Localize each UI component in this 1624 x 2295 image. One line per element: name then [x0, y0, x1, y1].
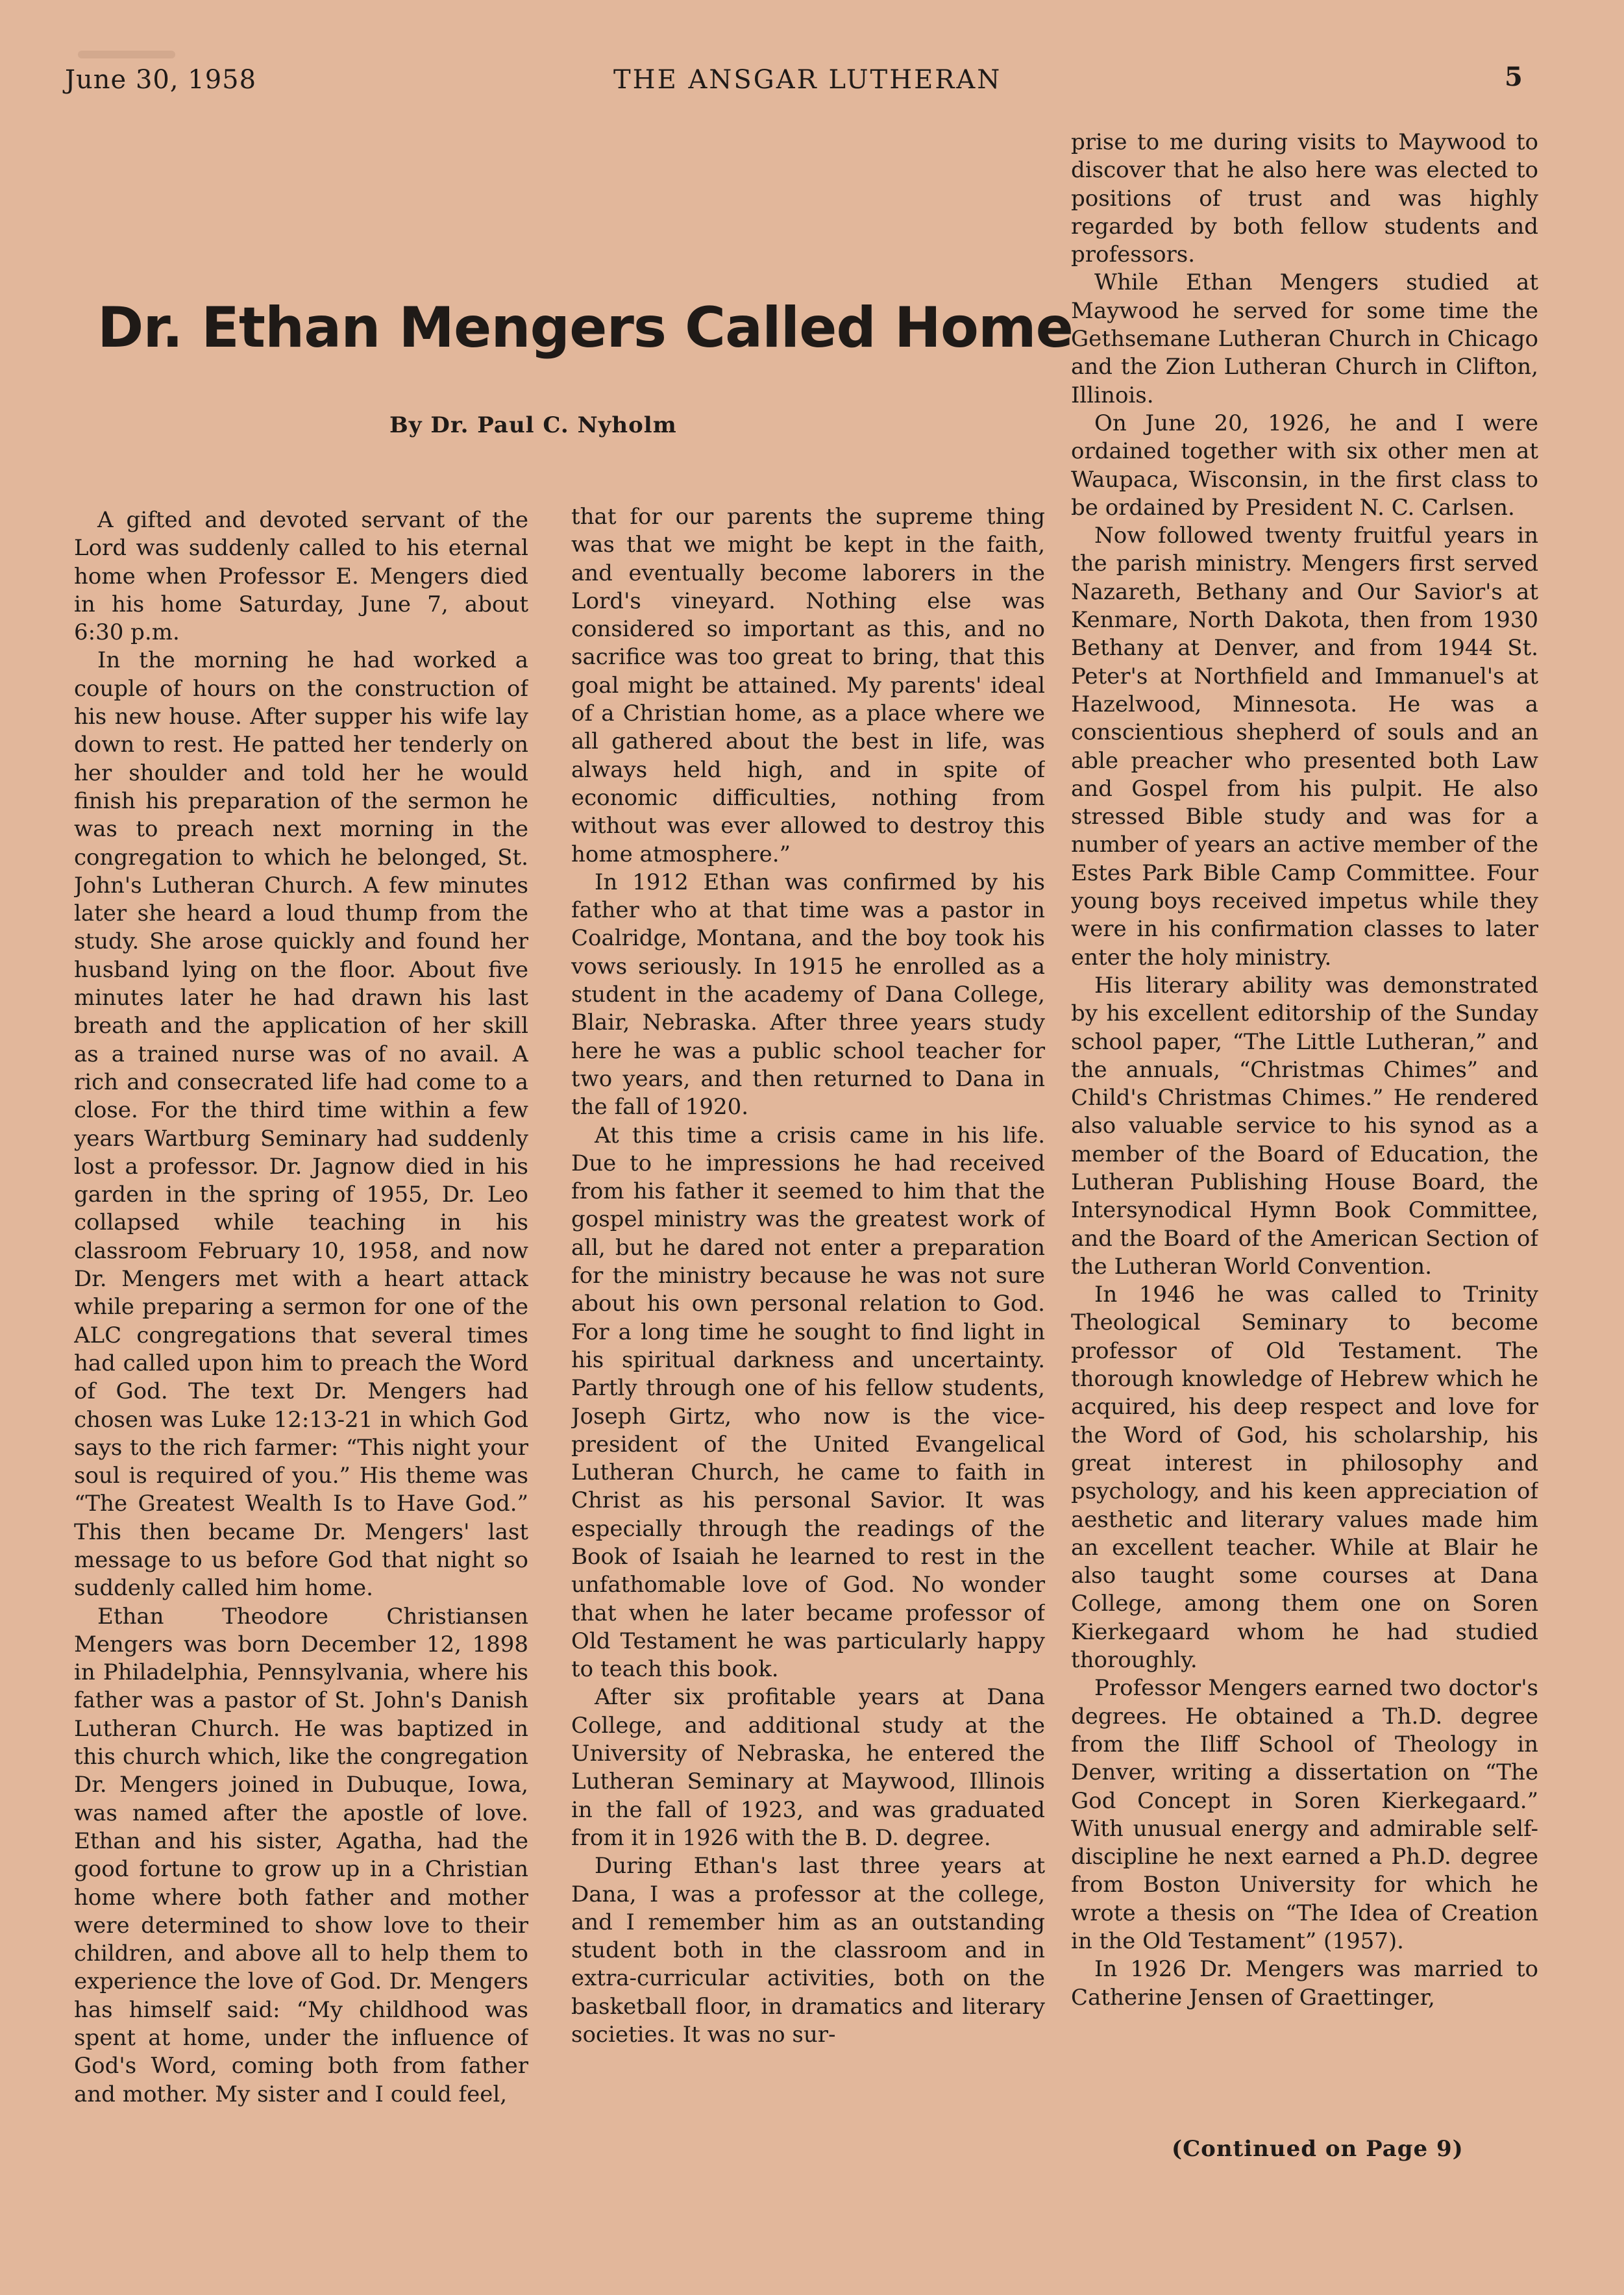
paragraph: At this time a crisis came in his life. Due to he impressions he had received from his father it seemed to him that the gospel ministry was the greatest work of all, but he dared not enter a preparation for the ministry because he was not sure about his own personal relation to God. For a long time he sought to find light in his spiritual darkness and uncertainty. Partly through one of his fellow students, Joseph Girtz, who now is the vice-president of the United Evangelical Lutheran Church, he came to faith in Christ as his personal Savior. It was especially through the readings of the Book of Isaiah he learned to rest in the unfathomable love of God. No wonder that when he later became professor of Old Testament he was particularly happy to teach this book. — [571, 1122, 1045, 1683]
page-number: 5 — [1505, 62, 1523, 92]
paragraph: Ethan Theodore Christiansen Mengers was born December 12, 1898 in Philadelphia, Pennsylvania, where his father was a pastor of St. John's Danish Lutheran Church. He was baptized in this church which, like the congregation Dr. Mengers joined in Dubuque, Iowa, was named after the apostle of love. Ethan and his sister, Agatha, had the good fortune to grow up in a Christian home where both father and mother were determined to show love to their children, and above all to help them to experience the love of God. Dr. Mengers has himself said: “My childhood was spent at home, under the influence of God's Word, coming both from father and mother. My sister and I could feel, — [74, 1603, 528, 2107]
paragraph: Now followed twenty fruitful years in the parish ministry. Mengers first served Nazareth, Bethany and Our Savior's at Kenmare, North Dakota, then from 1930 Bethany at Denver, and from 1944 St. Peter's at Northfield and Immanuel's at Hazelwood, Minnesota. He was a conscientious shepherd of souls and an able preacher who presented both Law and Gospel from his pulpit. He also stressed Bible study and was for a number of years an active member of the Estes Park Bible Camp Committee. Four young boys received impetus while they were in his confirmation classes to later enter the holy ministry. — [1071, 523, 1538, 971]
article-column-1 — [74, 506, 528, 2181]
continued-note: (Continued on Page 9) — [1172, 2136, 1464, 2162]
paragraph: His literary ability was demonstrated by his excellent editorship of the Sunday school paper, “The Little Lutheran,” and the annuals, “Christmas Chimes” and Child's Christmas Chimes.” He rendered also valuable service to his synod as a member of the Board of Education, the Lutheran Publishing House Board, the Intersynodical Hymn Book Committee, and the Board of the American Section of the Lutheran World Convention. — [1071, 972, 1538, 1280]
paragraph: After six profitable years at Dana College, and additional study at the University of Nebraska, he entered the Lutheran Seminary at Maywood, Illinois in the fall of 1923, and was graduated from it in 1926 with the B. D. degree. — [571, 1684, 1045, 1851]
paragraph: Professor Mengers earned two doctor's degrees. He obtained a Th.D. degree from the Iliff School of Theology in Denver, writing a dissertation on “The God Concept in Soren Kierkegaard.” With unusual energy and admirable self-discipline he next earned a Ph.D. degree from Boston University for which he wrote a thesis on “The Idea of Creation in the Old Testament” (1957). — [1071, 1675, 1538, 1954]
paragraph: During Ethan's last three years at Dana, I was a professor at the college, and I remember him as an outstanding student both in the classroom and in extra-curricular activities, both on the basketball floor, in dramatics and literary societies. It was no sur- — [571, 1853, 1045, 2048]
article-column-2 — [571, 503, 1045, 2178]
paragraph: While Ethan Mengers studied at Maywood he served for some time the Gethsemane Lutheran Church in Chicago and the Zion Lutheran Church in Clifton, Illinois. — [1071, 269, 1538, 408]
publication-name: THE ANSGAR LUTHERAN — [613, 65, 1002, 95]
article-column-3 — [1071, 129, 1538, 2161]
paragraph: A gifted and devoted servant of the Lord was suddenly called to his eternal home when Professor E. Mengers died in his home Saturday, June 7, about 6:30 p.m. — [74, 507, 528, 646]
paragraph: On June 20, 1926, he and I were ordained together with six other men at Waupaca, Wisconsin, in the first class to be ordained by President N. C. Carlsen. — [1071, 410, 1538, 521]
paragraph: that for our parents the supreme thing was that we might be kept in the faith, and eventually become laborers in the Lord's vineyard. Nothing else was considered so important as this, and no sacrifice was too great to bring, that this goal might be attained. My parents' ideal of a Christian home, as a place where we all gathered about the best in life, was always held high, and in spite of economic difficulties, nothing from without was ever allowed to destroy this home atmosphere.” — [571, 504, 1045, 867]
article-byline: By Dr. Paul C. Nyholm — [389, 412, 677, 438]
issue-date: June 30, 1958 — [65, 65, 257, 95]
article-title: Dr. Ethan Mengers Called Home — [97, 295, 1073, 360]
paper-smudge — [78, 51, 175, 58]
paragraph: In the morning he had worked a couple of hours on the construction of his new house. After supper his wife lay down to rest. He patted her tenderly on her shoulder and told her he would finish his preparation of the sermon he was to preach next morning in the congregation to which he belonged, St. John's Lutheran Church. A few minutes later she heard a loud thump from the study. She arose quickly and found her husband lying on the floor. About five minutes later he had drawn his last breath and the application of her skill as a trained nurse was of no avail. A rich and consecrated life had come to a close. For the third time within a few years Wartburg Seminary had suddenly lost a professor. Dr. Jagnow died in his garden in the spring of 1955, Dr. Leo collapsed while teaching in his classroom February 10, 1958, and now Dr. Mengers met with a heart attack while preparing a sermon for one of the ALC congregations that several times had called upon him to preach the Word of God. The text Dr. Mengers had chosen was Luke 12:13-21 in which God says to the rich farmer: “This night your soul is required of you.” His theme was “The Greatest Wealth Is to Have God.” This then became Dr. Mengers' last message to us before God that night so suddenly called him home. — [74, 647, 528, 1602]
paragraph: In 1926 Dr. Mengers was married to Catherine Jensen of Graettinger, — [1071, 1956, 1538, 2011]
paragraph: In 1946 he was called to Trinity Theological Seminary to become professor of Old Testament. The thorough knowledge of Hebrew which he acquired, his deep respect and love for the Word of God, his scholarship, his great interest in philosophy and psychology, and his keen appreciation of aesthetic and literary values made him an excellent teacher. While at Blair he also taught some courses at Dana College, among them one on Soren Kierkegaard whom he had studied thoroughly. — [1071, 1282, 1538, 1674]
paragraph: In 1912 Ethan was confirmed by his father who at that time was a pastor in Coalridge, Montana, and the boy took his vows seriously. In 1915 he enrolled as a student in the academy of Dana College, Blair, Nebraska. After three years study here he was a public school teacher for two years, and then returned to Dana in the fall of 1920. — [571, 869, 1045, 1121]
paragraph: prise to me during visits to Maywood to discover that he also here was elected to positions of trust and was highly regarded by both fellow students and professors. — [1071, 129, 1538, 268]
